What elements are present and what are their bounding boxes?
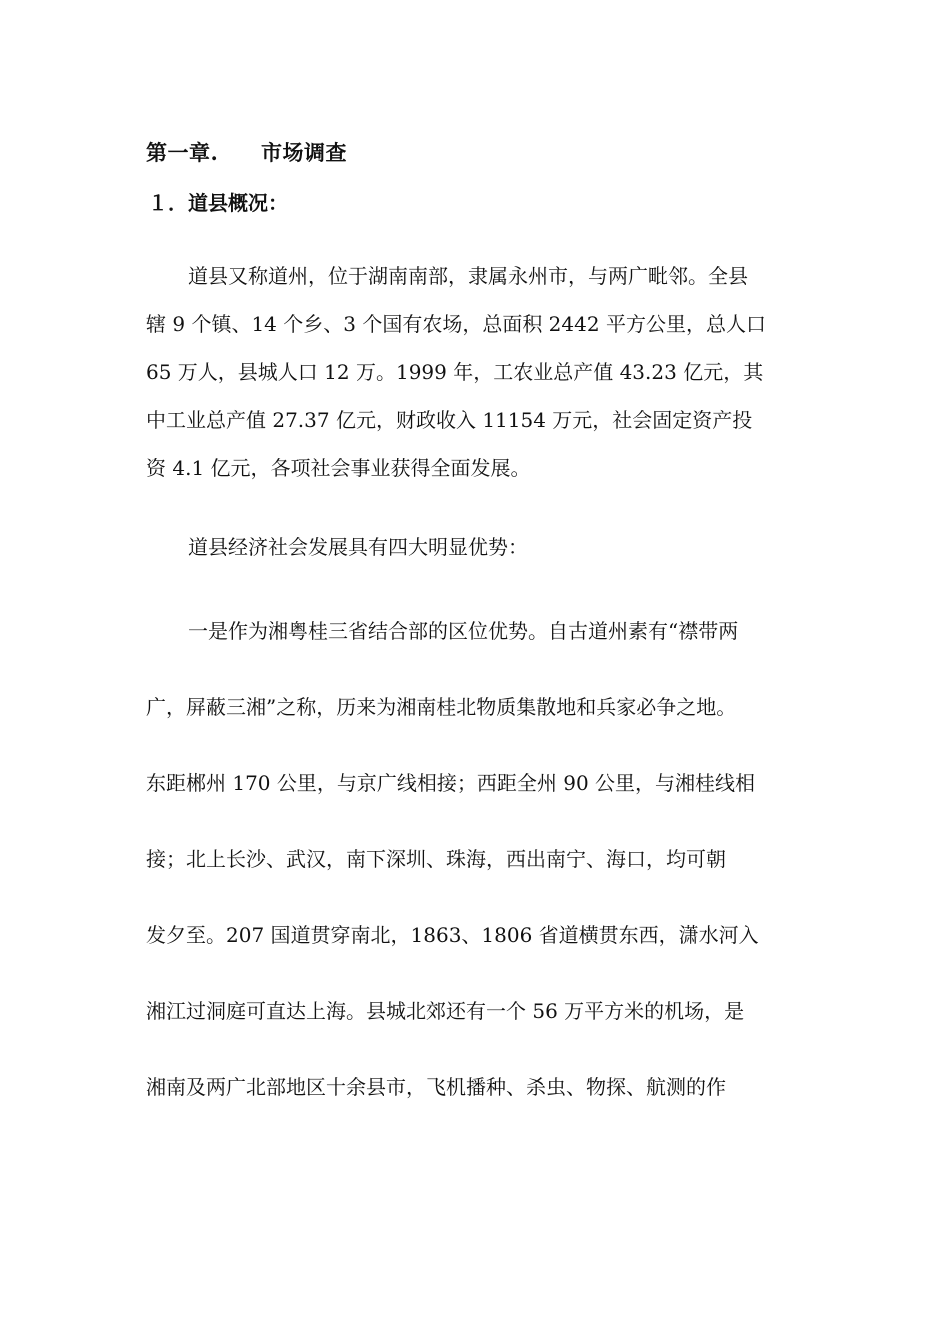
paragraph-advantages-intro [146,529,816,577]
paragraph-line: 接；北上长沙、武汉，南下深圳、珠海，西出南宁、海口，均可朝 [146,847,726,871]
section-heading: １．道县概况： [148,191,288,215]
paragraph-line: 资 4.1 亿元，各项社会事业获得全面发展。 [146,456,531,480]
paragraph-line: 道县又称道州，位于湖南南部，隶属永州市，与两广毗邻。全县 [188,264,748,288]
paragraph-line: 湘江过洞庭可直达上海。县城北郊还有一个 56 万平方米的机场，是 [146,999,745,1023]
chapter-heading [146,137,347,167]
paragraph-line: 辖 9 个镇、14 个乡、3 个国有农场，总面积 2442 平方公里，总人口 [146,312,766,336]
paragraph-line: 东距郴州 170 公里，与京广线相接；西距全州 90 公里，与湘桂线相 [146,771,756,795]
paragraph-location-advantage [146,611,816,1143]
paragraph-line: 中工业总产值 27.37 亿元，财政收入 11154 万元，社会固定资产投 [146,408,753,432]
chapter-title: 市场调查 [261,140,347,165]
paragraph-line: 65 万人，县城人口 12 万。1999 年，工农业总产值 43.23 亿元，其 [146,360,764,384]
chapter-number: 第一章. [146,140,219,165]
paragraph-line: 道县经济社会发展具有四大明显优势： [188,535,528,559]
paragraph-line: 一是作为湘粤桂三省结合部的区位优势。自古道州素有“襟带两 [188,619,739,643]
paragraph-line: 发夕至。207 国道贯穿南北，1863、1806 省道横贯东西，潇水河入 [146,923,759,947]
paragraph-overview [146,258,816,498]
paragraph-line: 湘南及两广北部地区十余县市，飞机播种、杀虫、物探、航测的作 [146,1075,726,1099]
paragraph-line: 广，屏蔽三湘”之称，历来为湘南桂北物质集散地和兵家必争之地。 [146,695,737,719]
